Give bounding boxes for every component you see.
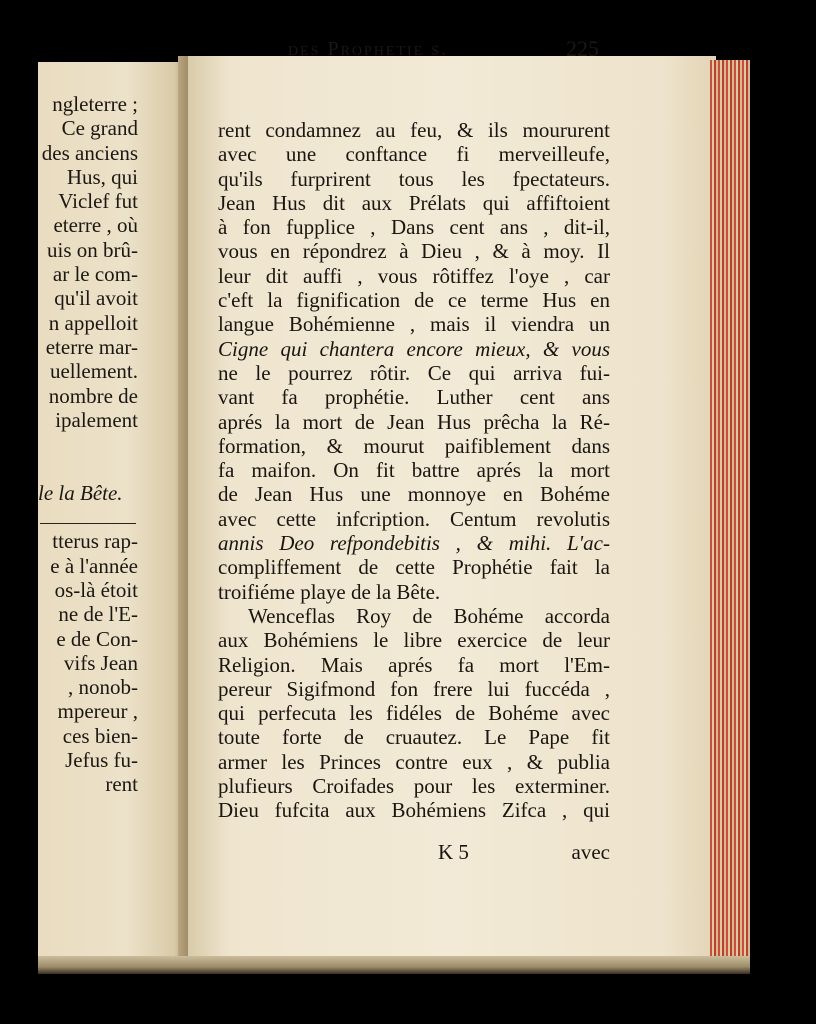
body-line: aprés la mort de Jean Hus prêcha la Ré-	[218, 409, 610, 434]
body-line: de Jean Hus une monnoye en Bohéme	[218, 482, 610, 507]
left-line: os-là étoit	[54, 577, 138, 602]
left-italic-line: le la Bête.	[38, 480, 123, 505]
signature-mark: K 5	[438, 840, 469, 864]
body-line-italic: annis Deo refpondebitis , & mihi. L'ac-	[218, 531, 610, 556]
left-line: ne de l'E-	[58, 602, 138, 627]
left-line: tterus rap-	[52, 529, 138, 554]
body-line: avec une conftance fi merveilleufe,	[218, 142, 610, 167]
left-line: e de Con-	[56, 626, 138, 651]
left-line: Jefus fu-	[65, 748, 138, 773]
left-line: n appelloit	[48, 310, 138, 335]
body-line: armer les Princes contre eux , & publia	[218, 749, 610, 774]
body-line: langue Bohémienne , mais il viendra un	[218, 312, 610, 337]
body-line: rent condamnez au feu, & ils moururent	[218, 118, 610, 142]
left-line: qu'il avoit	[54, 286, 138, 311]
bottom-edge	[38, 956, 750, 974]
body-line-italic: Cigne qui chantera encore mieux, & vous	[218, 336, 610, 361]
left-line: nombre de	[48, 383, 138, 408]
page-number: 225	[566, 36, 599, 61]
body-line: Religion. Mais aprés fa mort l'Em-	[218, 652, 610, 677]
body-line: formation, & mourut paifiblement dans	[218, 433, 610, 458]
body-line: vant fa prophétie. Luther cent ans	[218, 385, 610, 410]
body-line: fa maifon. On fit battre aprés la mort	[218, 458, 610, 483]
left-line: , nonob-	[68, 675, 138, 700]
left-line: rent	[105, 772, 138, 797]
left-line: ngleterre ;	[52, 92, 138, 116]
body-line: toute forte de cruautez. Le Pape fit	[218, 725, 610, 750]
left-divider	[40, 523, 136, 524]
left-line: des anciens	[41, 140, 138, 165]
left-line: Viclef fut	[58, 189, 138, 214]
left-blank	[38, 505, 138, 529]
body-line: Jean Hus dit aux Prélats qui affiftoient	[218, 190, 610, 215]
left-line: uis on brû-	[47, 237, 138, 262]
body-line: troifiéme playe de la Bête.	[218, 579, 441, 604]
left-page	[38, 62, 186, 964]
header-title: des Prophetie s.	[288, 38, 449, 60]
body-line: avec cette infcription. Centum revolutis	[218, 506, 610, 531]
body-line: c'eft la fignification de ce terme Hus en	[218, 288, 610, 313]
body-line: vous en répondrez à Dieu , & à moy. Il	[218, 239, 610, 264]
body-line: leur dit auffi , vous rôtiffez l'oye , car	[218, 263, 610, 288]
body-line: aux Bohémiens le libre exercice de leur	[218, 628, 610, 653]
body-text	[218, 118, 610, 823]
body-line: compliffement de cette Prophétie fait la	[218, 555, 610, 580]
running-header	[232, 38, 612, 66]
body-line: ne le pourrez rôtir. Ce qui arriva fui-	[218, 360, 610, 385]
page-footer	[218, 840, 610, 870]
catchword: avec	[571, 840, 610, 864]
left-line: e à l'année	[50, 553, 138, 578]
body-line: pereur Sigifmond fon frere lui fuccéda ,	[218, 676, 610, 701]
body-line: Wenceflas Roy de Bohéme accorda	[248, 603, 610, 628]
left-blank	[38, 432, 138, 481]
left-line: eterre mar-	[45, 334, 138, 359]
body-line: à fon fupplice , Dans cent ans , dit-il,	[218, 215, 610, 240]
body-line: Dieu fufcita aux Bohémiens Zifca , qui	[218, 798, 610, 823]
left-line: vifs Jean	[63, 650, 138, 675]
left-line: Ce grand	[61, 116, 138, 141]
page-edge	[710, 60, 750, 962]
body-line: plufieurs Croifades pour les exterminer.	[218, 774, 610, 799]
left-line: mpereur ,	[57, 699, 138, 724]
left-line: eterre , où	[53, 213, 138, 238]
left-line: Hus, qui	[66, 164, 138, 189]
left-line: ces bien-	[62, 723, 138, 748]
body-line: qui perfecuta les fidéles de Bohéme avec	[218, 701, 610, 726]
left-line: ar le com-	[52, 262, 138, 287]
left-page-text	[38, 92, 138, 797]
left-line: ipalement	[55, 407, 138, 432]
left-line: uellement.	[49, 359, 138, 384]
body-line: qu'ils furprirent tous les fpectateurs.	[218, 166, 610, 191]
